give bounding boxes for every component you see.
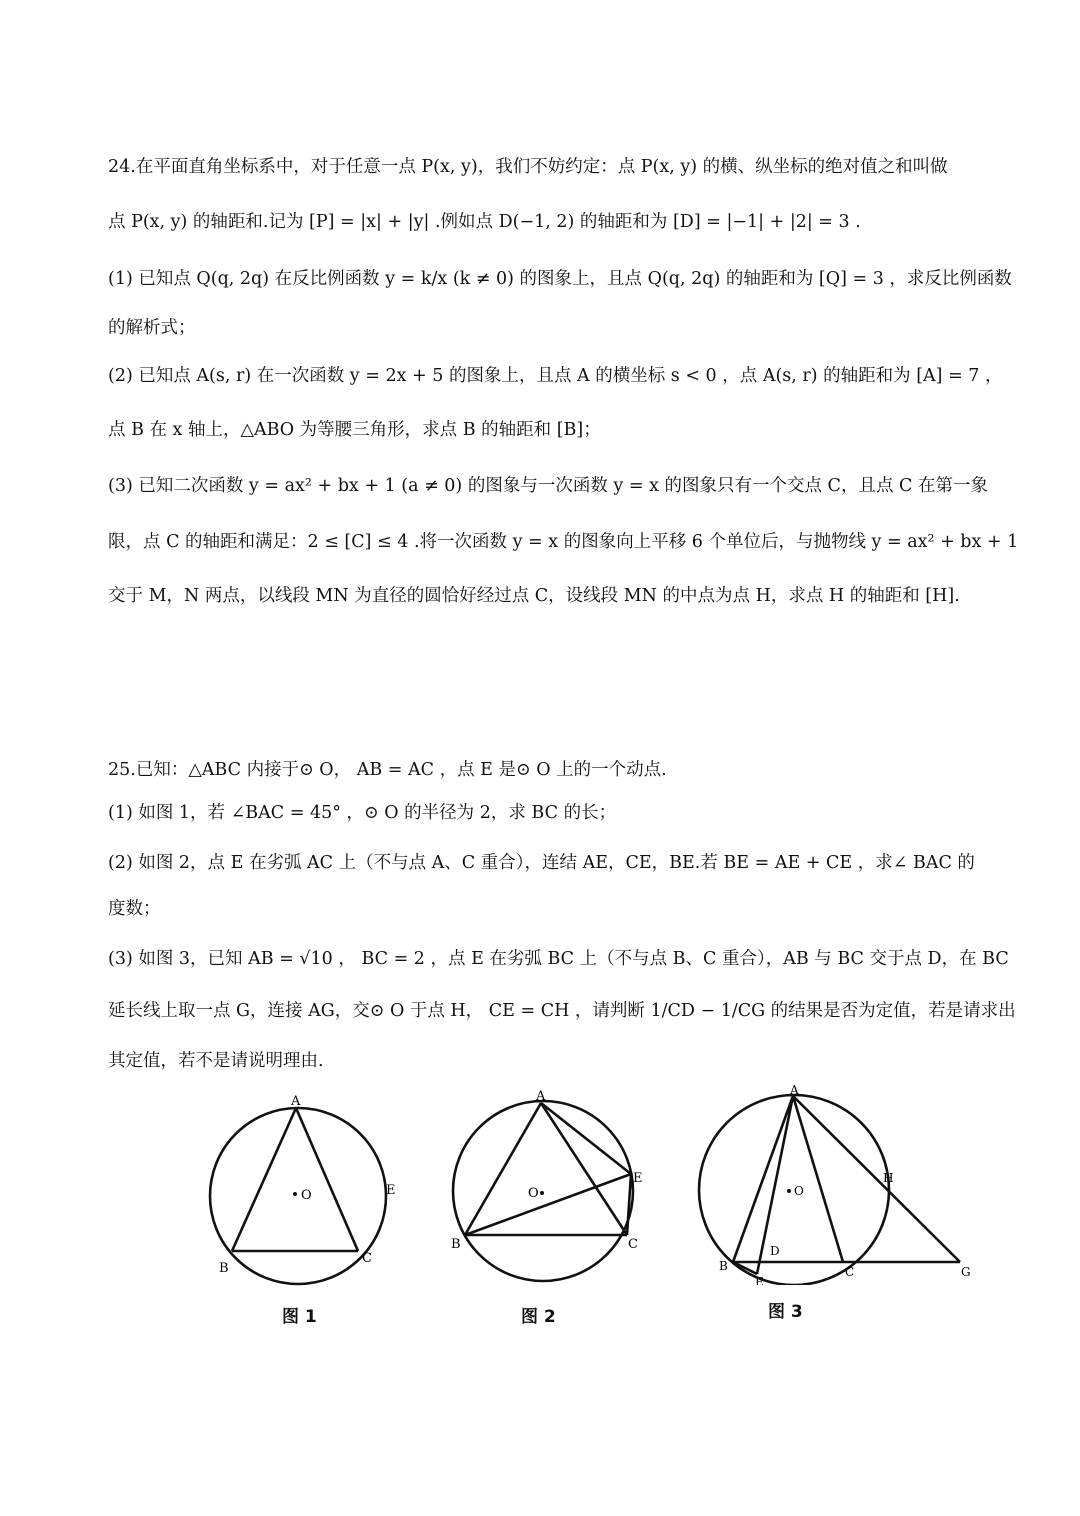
fig3-label-b: B xyxy=(719,1259,728,1273)
fig1-circle xyxy=(210,1108,386,1284)
q24-line-2: 点 P(x, y) 的轴距和.记为 [P] = |x| + |y| .例如点 D(−1, 2) 的轴距和为 [D] = |−1| + |2| = 3 . xyxy=(108,212,861,232)
fig2-label-e: E xyxy=(633,1171,643,1186)
q25-line-4: 度数； xyxy=(108,899,161,919)
fig3-label-c: C xyxy=(845,1265,855,1279)
fig2-label-c: C xyxy=(628,1237,638,1252)
q25-line-2: (1) 如图 1，若 ∠BAC = 45° ，⊙ O 的半径为 2，求 BC 的长； xyxy=(108,803,617,823)
q25-line-3: (2) 如图 2，点 E 在劣弧 AC 上（不与点 A、C 重合），连结 AE，CE，BE.若 BE = AE + CE ，求∠ BAC 的 xyxy=(108,853,975,873)
fig2-segment-ac xyxy=(541,1103,627,1235)
figure-2 xyxy=(440,1085,660,1285)
q25-line-6: 延长线上取一点 G，连接 AG，交⊙ O 于点 H， CE = CH ，请判断 1/CD − 1/CG 的结果是否为定值，若是请求出 xyxy=(108,1001,1016,1021)
fig2-label-b: B xyxy=(451,1237,461,1252)
q24-line-7: (3) 已知二次函数 y = ax² + bx + 1 (a ≠ 0) 的图象与一次函数 y = x 的图象只有一个交点 C，且点 C 在第一象 xyxy=(108,476,988,496)
fig3-label-a: A xyxy=(790,1083,799,1097)
figure-1-caption: 图 1 xyxy=(282,1307,317,1327)
q25-line-7: 其定值，若不是请说明理由. xyxy=(108,1051,324,1071)
fig3-segment-ab xyxy=(733,1096,793,1262)
figure-2-diagram xyxy=(440,1085,660,1285)
q24-line-8: 限，点 C 的轴距和满足：2 ≤ [C] ≤ 4 .将一次函数 y = x 的图象向上平移 6 个单位后，与抛物线 y = ax² + bx + 1 xyxy=(108,532,1019,552)
fig1-label-e: E xyxy=(386,1183,396,1198)
q25-line-5: (3) 如图 3，已知 AB = √10 ， BC = 2 ，点 E 在劣弧 BC 上（不与点 B、C 重合），AB 与 BC 交于点 D，在 BC xyxy=(108,949,1009,969)
q24-line-4: 的解析式； xyxy=(108,318,196,338)
fig3-center-dot xyxy=(787,1189,791,1193)
figure-2-caption: 图 2 xyxy=(521,1307,556,1327)
fig1-segment-ac xyxy=(296,1108,358,1251)
fig2-label-a: A xyxy=(536,1089,546,1104)
q25-line-1: 25.已知：△ABC 内接于⊙ O， AB = AC ，点 E 是⊙ O 上的一个动点. xyxy=(108,760,667,780)
fig2-center-dot xyxy=(540,1191,544,1195)
q24-line-3: (1) 已知点 Q(q, 2q) 在反比例函数 y = k/x (k ≠ 0) 的图象上，且点 Q(q, 2q) 的轴距和为 [Q] = 3 ，求反比例函数 xyxy=(108,269,1012,289)
figure-3-caption: 图 3 xyxy=(768,1302,803,1322)
fig1-label-a: A xyxy=(291,1094,301,1109)
fig3-label-g: G xyxy=(961,1265,971,1279)
fig3-label-o: O xyxy=(794,1184,804,1198)
fig1-label-c: C xyxy=(362,1251,372,1266)
fig3-label-d: D xyxy=(770,1244,780,1258)
fig2-segment-ab xyxy=(465,1103,541,1235)
fig2-circle xyxy=(453,1101,633,1281)
fig2-label-o: O xyxy=(528,1186,539,1201)
fig1-label-b: B xyxy=(219,1261,229,1276)
figure-3-diagram xyxy=(690,1080,990,1285)
q24-line-9: 交于 M，N 两点，以线段 MN 为直径的圆恰好经过点 C，设线段 MN 的中点为点 H，求点 H 的轴距和 [H]. xyxy=(108,586,960,606)
figure-1-diagram xyxy=(195,1090,415,1290)
figure-3 xyxy=(690,1080,990,1285)
fig1-center-dot xyxy=(293,1192,297,1196)
q24-line-6: 点 B 在 x 轴上，△ABO 为等腰三角形，求点 B 的轴距和 [B]； xyxy=(108,420,601,440)
fig3-label-h: H xyxy=(883,1171,894,1185)
fig2-segment-ce xyxy=(627,1174,631,1235)
q24-line-1: 24.在平面直角坐标系中，对于任意一点 P(x, y)，我们不妨约定：点 P(x, y) 的横、纵坐标的绝对值之和叫做 xyxy=(108,157,948,177)
fig1-label-o: O xyxy=(301,1188,312,1203)
figure-1 xyxy=(195,1090,415,1290)
q24-line-5: (2) 已知点 A(s, r) 在一次函数 y = 2x + 5 的图象上，且点 A 的横坐标 s < 0 ，点 A(s, r) 的轴距和为 [A] = 7 ， xyxy=(108,366,1003,386)
fig3-label-e: E xyxy=(755,1275,764,1285)
